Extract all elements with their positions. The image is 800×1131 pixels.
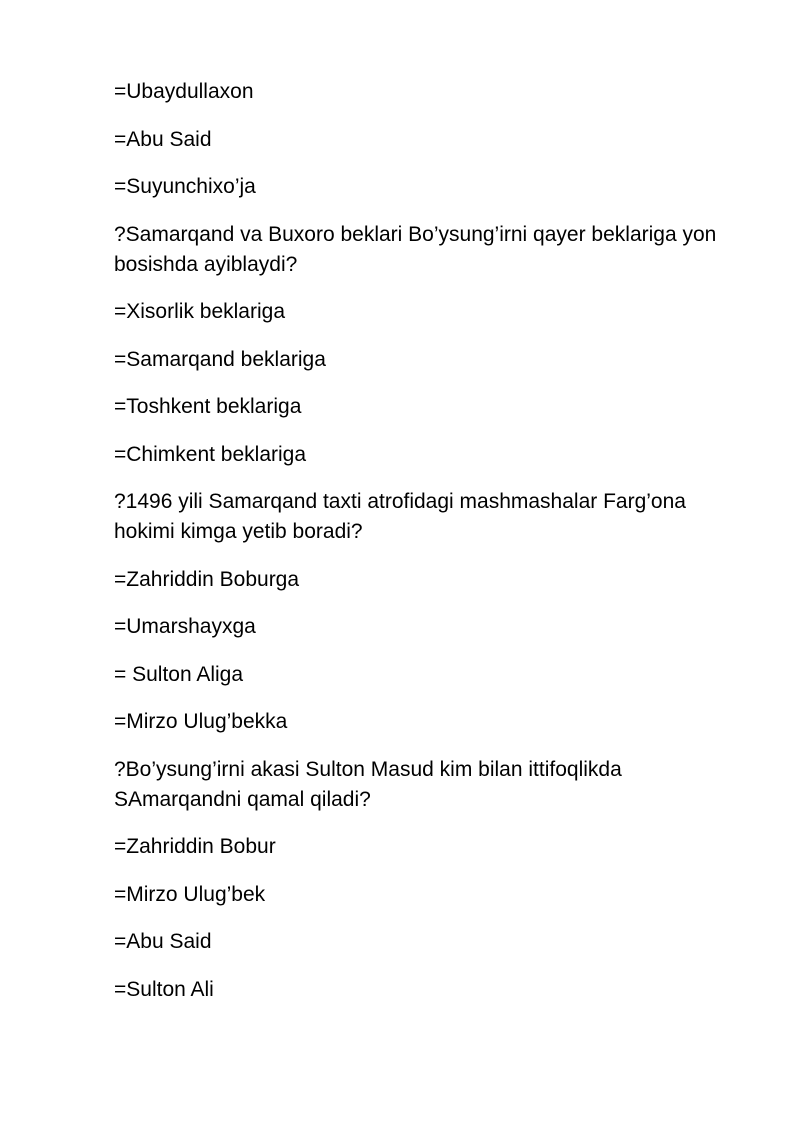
answer-line: =Ubaydullaxon [114, 80, 254, 103]
answer-line: =Zahriddin Boburga [114, 567, 300, 591]
answer-line: =Chimkent beklariga [114, 442, 307, 466]
answer-line: =Xisorlik beklariga [114, 300, 285, 323]
document-body [114, 77, 734, 1022]
answer-line: =Abu Said [114, 930, 212, 953]
answer-line: = Sulton Aliga [114, 662, 244, 686]
question-line: ?Samarqand va Buxoro beklari Bo’ysung’irni qayer beklariga yon bosishda ayiblaydi? [114, 222, 723, 276]
answer-line: =Samarqand beklariga [114, 347, 326, 371]
answer-line: =Zahriddin Bobur [114, 835, 276, 858]
answer-line: =Toshkent beklariga [114, 395, 302, 418]
answer-line: =Umarshayxga [114, 615, 256, 638]
answer-line: =Sulton Ali [114, 977, 214, 1001]
answer-line: =Abu Said [114, 127, 212, 151]
question-line: ?1496 yili Samarqand taxti atrofidagi mashmashalar Farg’ona hokimi kimga yetib boradi? [114, 490, 692, 543]
answer-line: =Mirzo Ulug’bekka [114, 710, 288, 733]
question-line: ?Bo’ysung’irni akasi Sulton Masud kim bilan ittifoqlikda SAmarqandni qamal qiladi? [114, 757, 628, 811]
answer-line: =Mirzo Ulug’bek [114, 882, 266, 906]
answer-line: =Suyunchixo’ja [114, 175, 256, 198]
